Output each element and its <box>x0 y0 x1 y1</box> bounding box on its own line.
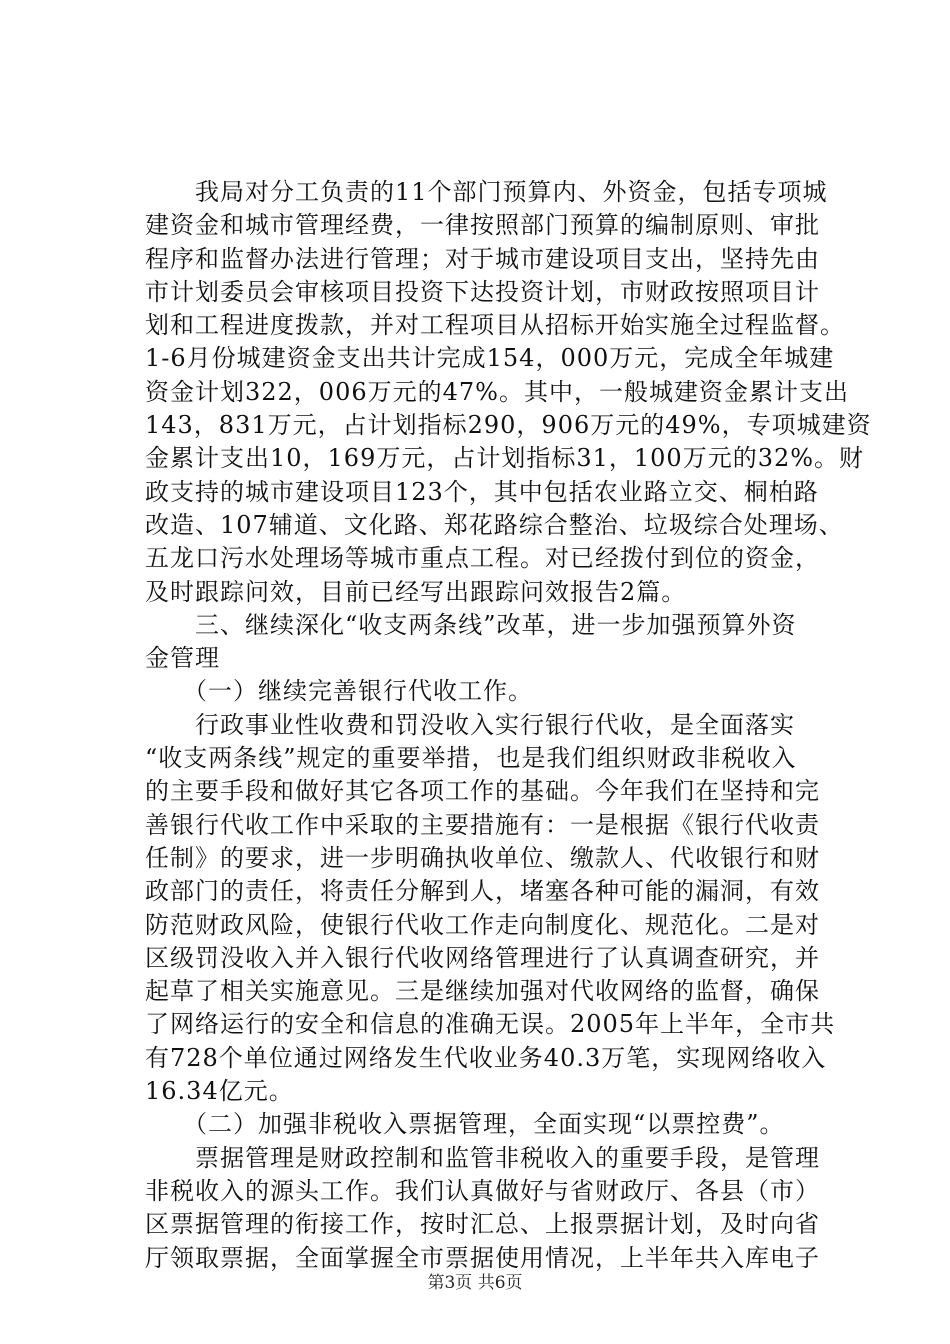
text-line: 了网络运行的安全和信息的准确无误。2005年上半年，全市共 <box>145 1010 836 1039</box>
text-line: 票据管理是财政控制和监管非税收入的重要手段，是管理 <box>145 1143 820 1172</box>
text-line: 任制》的要求，进一步明确执收单位、缴款人、代收银行和财 <box>145 843 820 872</box>
text-line: 金累计支出10，169万元，占计划指标31，100万元的32%。财 <box>145 444 865 473</box>
text-line: 资金计划322，006万元的47%。其中，一般城建资金累计支出 <box>145 377 849 406</box>
text-line: 市计划委员会审核项目投资下达投资计划，市财政按照项目计 <box>145 277 820 306</box>
text-line: 16.34亿元。 <box>145 1077 294 1106</box>
text-line: “收支两条线”规定的重要举措，也是我们组织财政非税收入 <box>145 744 797 773</box>
text-line: 有728个单位通过网络发生代收业务40.3万笔，实现网络收入 <box>145 1043 827 1072</box>
body-text <box>145 176 872 1275</box>
page-number-footer: 第3页 共6页 <box>427 1273 523 1293</box>
text-line: 起草了相关实施意见。三是继续加强对代收网络的监督，确保 <box>145 977 820 1006</box>
text-line: 及时跟踪问效，目前已经写出跟踪问效报告2篇。 <box>145 577 687 606</box>
text-line: 区级罚没收入并入银行代收网络管理进行了认真调查研究，并 <box>145 943 820 972</box>
section-heading: 三、继续深化“收支两条线”改革，进一步加强预算外资 <box>145 610 797 639</box>
subsection-heading: （二）加强非税收入票据管理，全面实现“以票控费”。 <box>145 1110 785 1139</box>
text-line: 区票据管理的衔接工作，按时汇总、上报票据计划，及时向省 <box>145 1210 820 1239</box>
text-line: 行政事业性收费和罚没收入实行银行代收，是全面落实 <box>145 710 795 739</box>
text-line: 建资金和城市管理经费，一律按照部门预算的编制原则、审批 <box>145 211 820 240</box>
section-heading: 金管理 <box>145 644 220 673</box>
text-line: 划和工程进度拨款，并对工程项目从招标开始实施全过程监督。 <box>145 311 845 340</box>
text-line: 的主要手段和做好其它各项工作的基础。今年我们在坚持和完 <box>145 777 820 806</box>
text-line: 143，831万元，占计划指标290，906万元的49%，专项城建资 <box>145 411 872 440</box>
text-line: 厅领取票据，全面掌握全市票据使用情况，上半年共入库电子 <box>145 1243 820 1272</box>
text-line: 程序和监督办法进行管理；对于城市建设项目支出，坚持先由 <box>145 244 820 273</box>
text-line: 善银行代收工作中采取的主要措施有：一是根据《银行代收责 <box>145 810 820 839</box>
text-line: 政部门的责任，将责任分解到人，堵塞各种可能的漏洞，有效 <box>145 877 820 906</box>
text-line: 改造、107辅道、文化路、郑花路综合整治、垃圾综合处理场、 <box>145 510 844 539</box>
text-line: 防范财政风险，使银行代收工作走向制度化、规范化。二是对 <box>145 910 820 939</box>
text-line: 我局对分工负责的11个部门预算内、外资金，包括专项城 <box>145 178 828 206</box>
text-line: 五龙口污水处理场等城市重点工程。对已经拨付到位的资金， <box>145 544 820 573</box>
subsection-heading: （一）继续完善银行代收工作。 <box>145 677 533 706</box>
text-line: 1-6月份城建资金支出共计完成154，000万元，完成全年城建 <box>145 344 835 373</box>
text-line: 非税收入的源头工作。我们认真做好与省财政厅、各县（市） <box>145 1176 820 1205</box>
text-line: 政支持的城市建设项目123个，其中包括农业路立交、桐柏路 <box>145 477 819 506</box>
